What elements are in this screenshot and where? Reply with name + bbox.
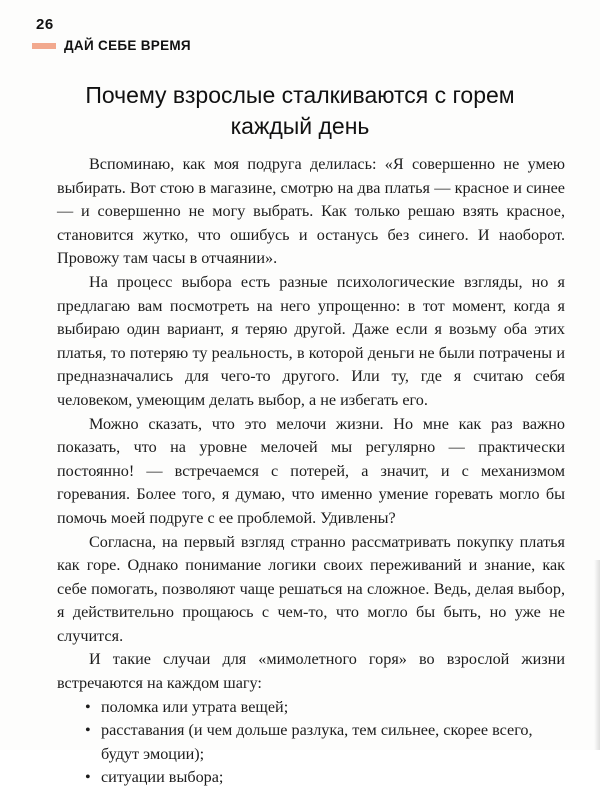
list-item-text: расставания (и чем дольше разлука, тем сильнее, скорее всего, будут эмоции); (101, 721, 533, 763)
bullet-list (57, 696, 565, 790)
paragraph: Согласна, на первый взгляд странно рассматривать покупку платья как горе. Однако понимание логики своих переживаний и знание, как себе помогать, позволяют чаще решаться на сложное. Ведь, делая выбор, я действительно прощаюсь с чем-то, что могло бы быть, но уже не случится. (57, 532, 565, 645)
chapter-title (60, 80, 540, 142)
list-item (57, 766, 565, 790)
bullet-icon: • (85, 768, 91, 787)
list-item (57, 696, 565, 720)
chapter-title-line-2: каждый день (230, 113, 370, 139)
page-edge-shadow (594, 560, 600, 750)
list-item (57, 719, 565, 766)
list-item-text: поломка или утрата вещей; (101, 697, 289, 716)
paragraph: Вспоминаю, как моя подруга делилась: «Я совершенно не умею выбирать. Вот стою в магазине, смотрю на два платья — красное и синее — и совершенно не могу выбрать. Как только решаю взять красное, становится жутко, что ошибусь и останусь без синего. И наоборот. Провожу там часы в отчаянии». (57, 155, 565, 268)
page-number: 26 (36, 16, 54, 33)
header-accent-bar (32, 43, 56, 49)
list-item-text: ситуации выбора; (101, 768, 224, 787)
paragraph: Можно сказать, что это мелочи жизни. Но мне как раз важно показать, что на уровне мелочей мы регулярно — практически постоянно! — встречаемся с потерей, а значит, и с механизмом горевания. Более того, я думаю, что именно умение горевать могло бы помочь моей подруге с ее проблемой. Удивлены? (57, 414, 565, 527)
body-text (57, 153, 565, 790)
paragraph: На процесс выбора есть разные психологические взгляды, но я предлагаю вам посмотреть на него упрощенно: в тот момент, когда я выбираю один вариант, я теряю другой. Даже если я возьму оба этих платья, то потеряю ту реальность, в которой деньги не были потрачены и предназначались для чего-то другого. Или ту, где я считаю себя человеком, умеющим делать выбор, а не избегать его. (57, 272, 565, 409)
running-title: ДАЙ СЕБЕ ВРЕМЯ (64, 38, 191, 53)
bullet-icon: • (85, 721, 91, 740)
paragraph: И такие случаи для «мимолетного горя» во взрослой жизни встречаются на каждом шагу: (57, 650, 565, 693)
bullet-icon: • (85, 697, 91, 716)
chapter-title-line-1: Почему взрослые сталкиваются с горем (85, 82, 515, 108)
